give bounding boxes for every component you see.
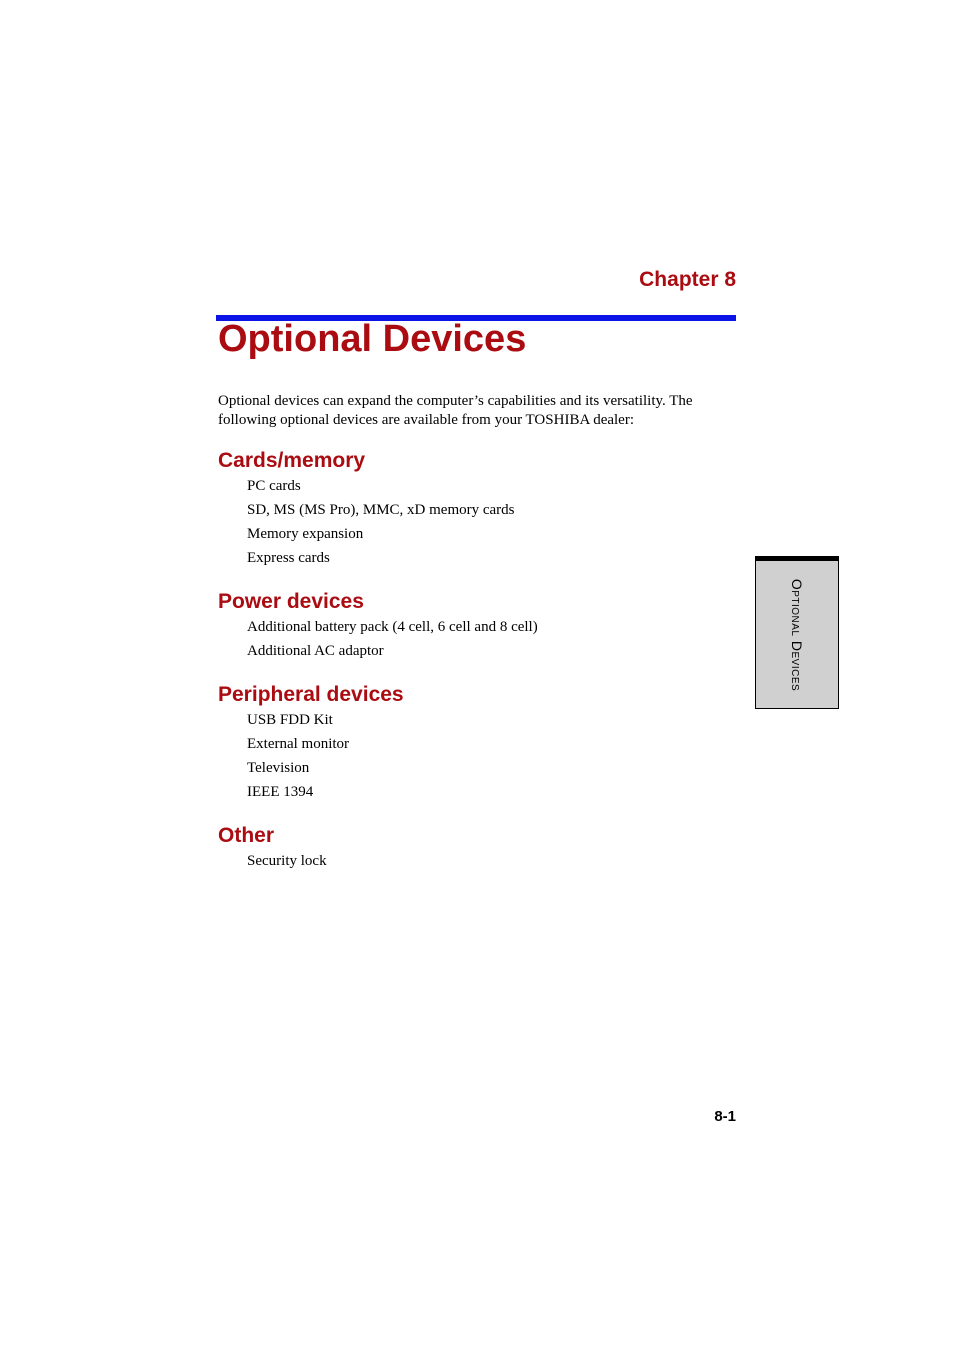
section-other — [218, 823, 327, 873]
section-peripheral-devices — [218, 682, 404, 804]
section-cards-memory — [218, 448, 515, 570]
item-list — [218, 708, 404, 804]
list-item: Television — [247, 760, 310, 776]
list-item: PC cards — [247, 478, 301, 494]
intro-paragraph: Optional devices can expand the computer’s capabilities and its versatility. The following optional devices are available from your TOSHIBA dealer: — [218, 393, 693, 428]
list-item: Additional AC adaptor — [247, 643, 384, 659]
list-item: Additional battery pack (4 cell, 6 cell and 8 cell) — [247, 619, 538, 635]
page-title: Optional Devices — [218, 318, 527, 360]
section-heading: Peripheral devices — [218, 683, 404, 706]
section-heading: Cards/memory — [218, 449, 366, 472]
item-list — [218, 615, 538, 663]
list-item: External monitor — [247, 736, 350, 752]
item-list — [218, 474, 515, 570]
chapter-label: Chapter 8 — [639, 268, 736, 291]
list-item: USB FDD Kit — [247, 712, 333, 728]
item-list — [218, 849, 327, 873]
side-tab-label: Optional Devices — [789, 578, 805, 691]
list-item: IEEE 1394 — [247, 784, 314, 800]
page-number: 8-1 — [714, 1108, 736, 1125]
chapter-side-tab — [755, 556, 839, 709]
list-item: Memory expansion — [247, 526, 364, 542]
section-power-devices — [218, 589, 538, 663]
list-item: Security lock — [247, 853, 327, 869]
list-item: SD, MS (MS Pro), MMC, xD memory cards — [247, 502, 515, 518]
section-heading: Other — [218, 824, 275, 847]
list-item: Express cards — [247, 550, 330, 566]
section-heading: Power devices — [218, 590, 364, 613]
